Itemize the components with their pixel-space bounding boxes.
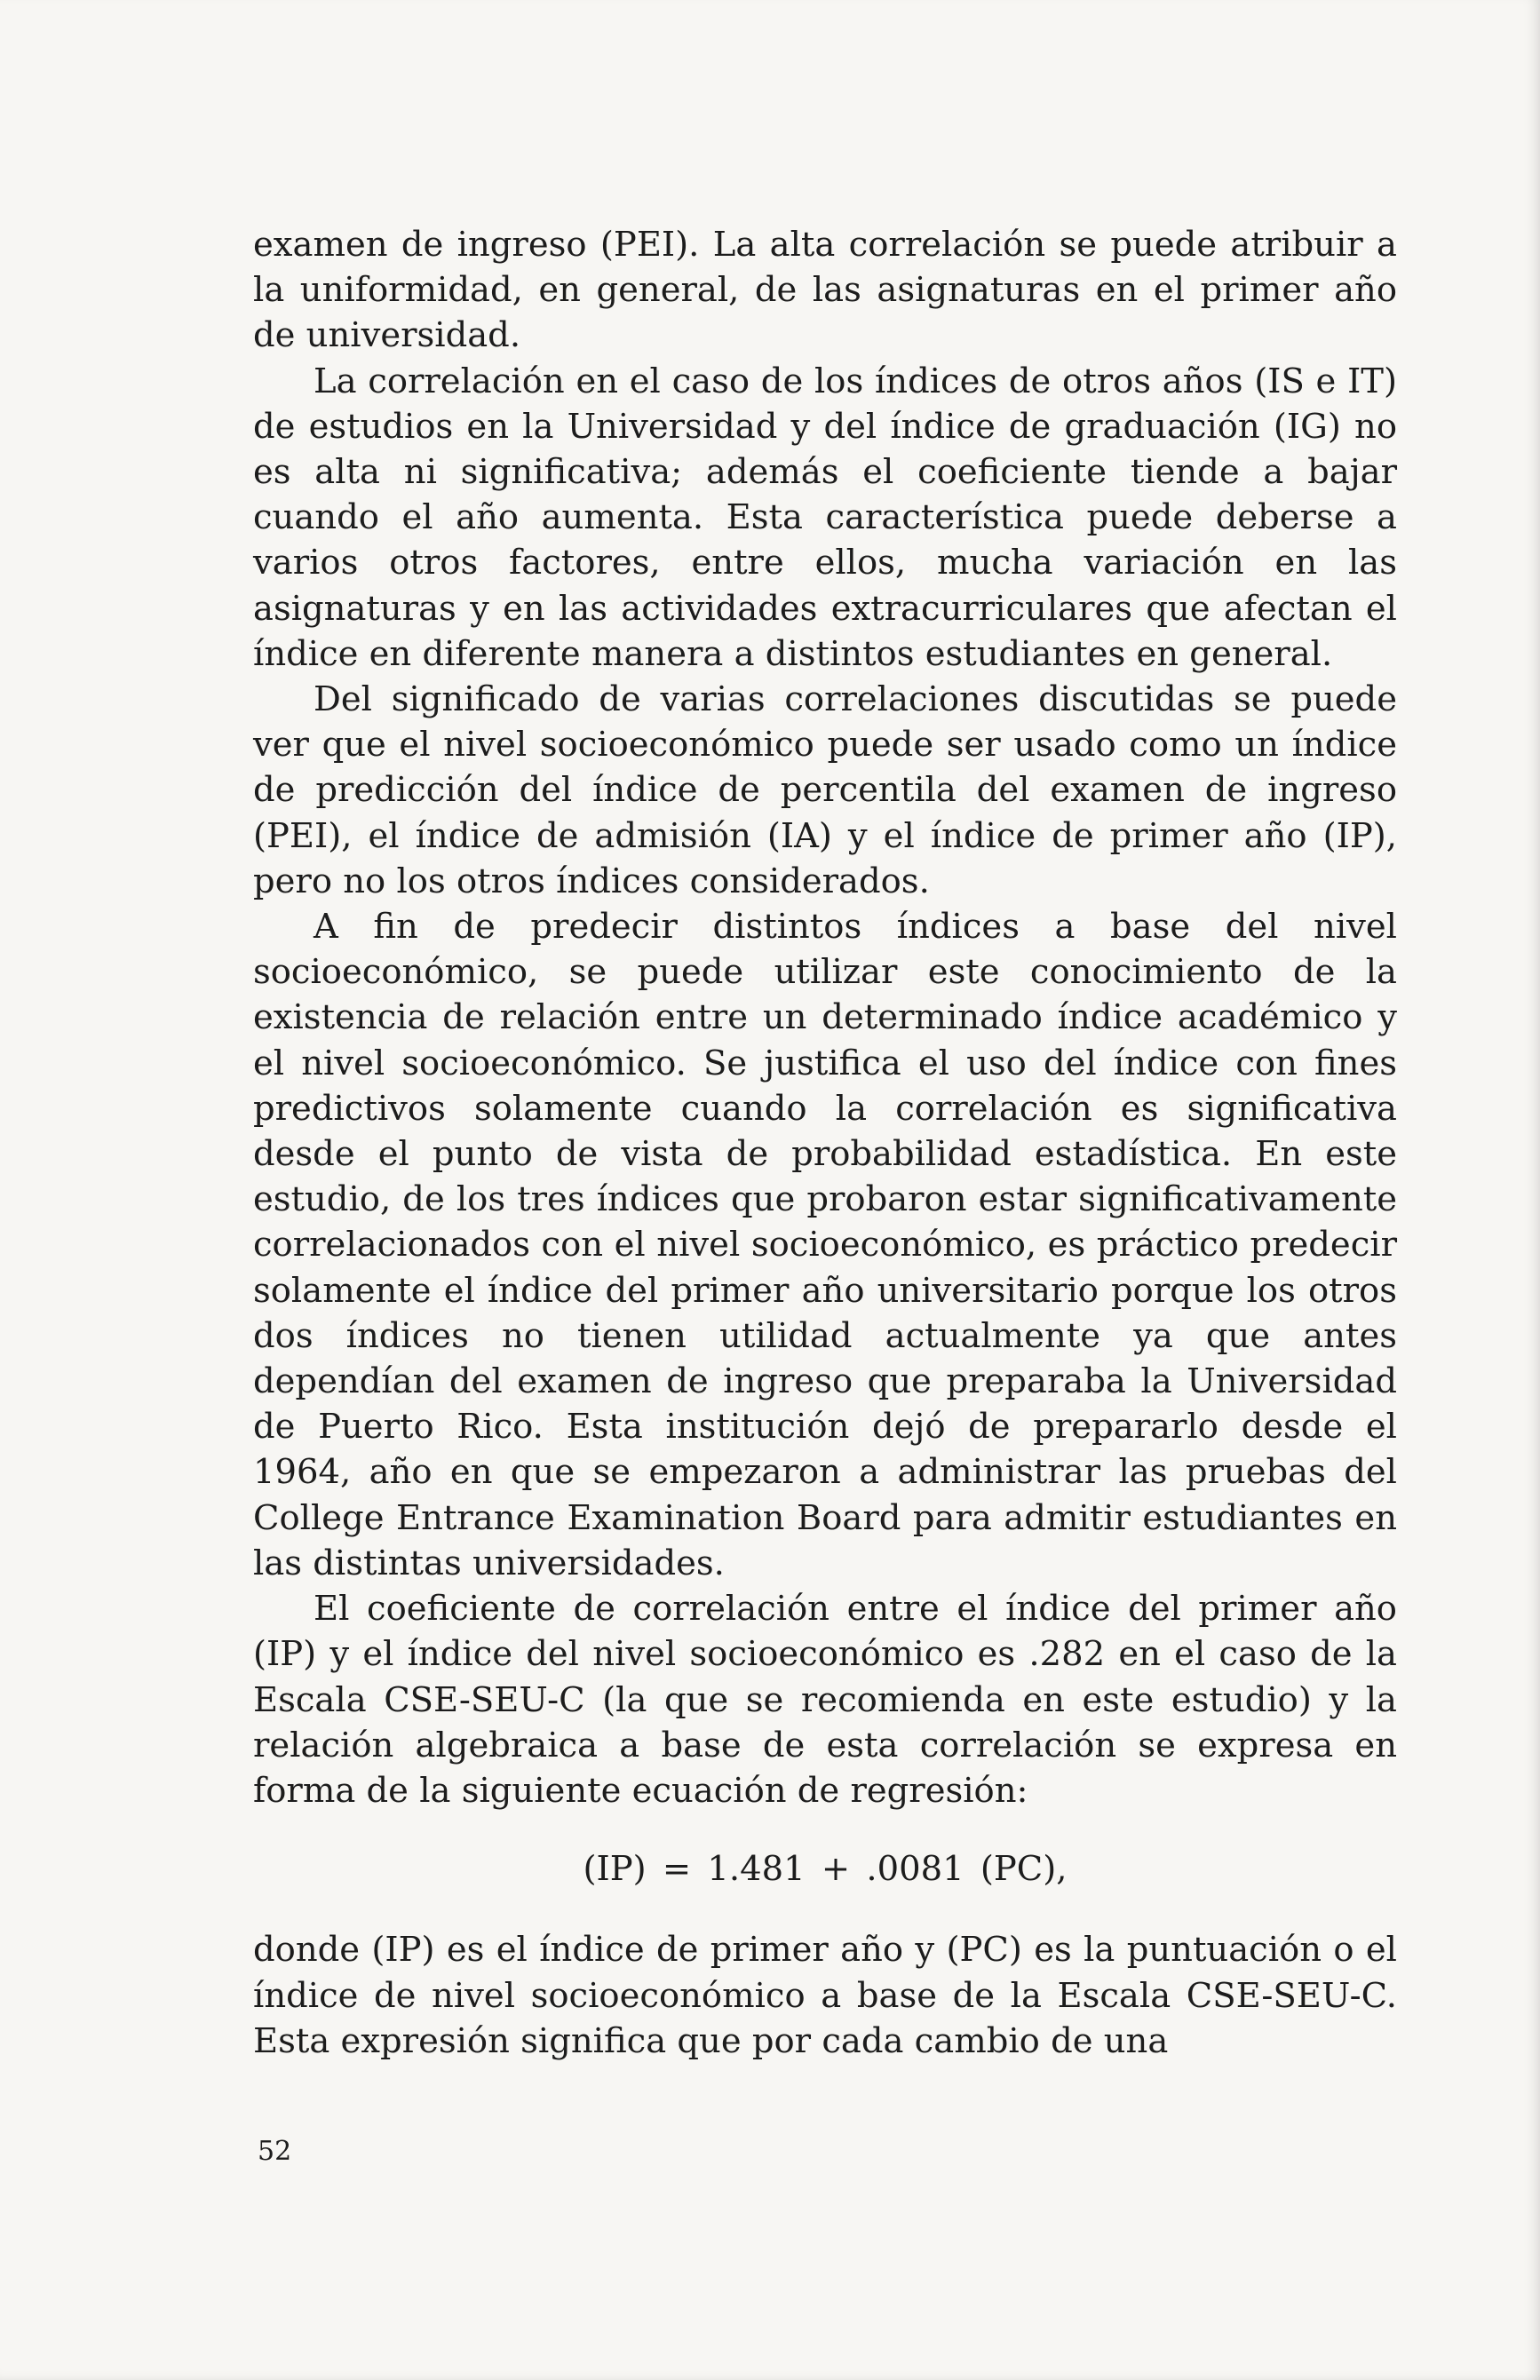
body-text: [253, 222, 1397, 2064]
paragraph-equation-explanation: donde (IP) es el índice de primer año y (PC) es la puntuación o el índice de nivel socioeconómico a base de la Escala CSE-SEU-C. Esta expresión significa que por cada cambio de una: [253, 1930, 1397, 2061]
paragraph-continuation: examen de ingreso (PEI). La alta correlación se puede atribuir a la uniformidad, en general, de las asignaturas en el primer año de universidad.: [253, 225, 1397, 356]
paragraph-significance: Del significado de varias correlaciones discutidas se puede ver que el nivel socioeconómico puede ser usado como un índice de predicción del índice de percentila del examen de ingreso (PEI), el índice de admisión (IA) y el índice de primer año (IP), pero no los otros índices considerados.: [253, 679, 1397, 901]
paragraph-correlation-other-indices: La correlación en el caso de los índices de otros años (IS e IT) de estudios en la Universidad y del índice de graduación (IG) no es alta ni significativa; además el coeficiente tiende a bajar cuando el año aumenta. Esta característica puede deberse a varios otros factores, entre ellos, mucha variación en las asignaturas y en las actividades extracurriculares que afectan el índice en diferente manera a distintos estudiantes en general.: [253, 361, 1397, 674]
paragraph-prediction: A fin de predecir distintos índices a base del nivel socioeconómico, se puede utilizar este conocimiento de la existencia de relación entre un determinado índice académico y el nivel socioeconómico. Se justifica el uso del índice con fines predictivos solamente cuando la correlación es significativa desde el punto de vista de probabilidad estadística. En este estudio, de los tres índices que probaron estar significativamente correlacionados con el nivel socioeconómico, es práctico predecir solamente el índice del primer año universitario porque los otros dos índices no tienen utilidad actualmente ya que antes dependían del examen de ingreso que preparaba la Universidad de Puerto Rico. Esta institución dejó de prepararlo desde el 1964, año en que se empezaron a administrar las pruebas del College Entrance Examination Board para admitir estudiantes en las distintas universidades.: [253, 907, 1397, 1583]
paragraph-coefficient: El coeficiente de correlación entre el índice del primer año (IP) y el índice del nivel socioeconómico es .282 en el caso de la Escala CSE-SEU-C (la que se recomienda en este estudio) y la relación algebraica a base de esta correlación se expresa en forma de la siguiente ecuación de regresión:: [253, 1589, 1397, 1811]
regression-equation: (IP) = 1.481 + .0081 (PC),: [583, 1849, 1068, 1890]
page-number: 52: [258, 2136, 292, 2167]
